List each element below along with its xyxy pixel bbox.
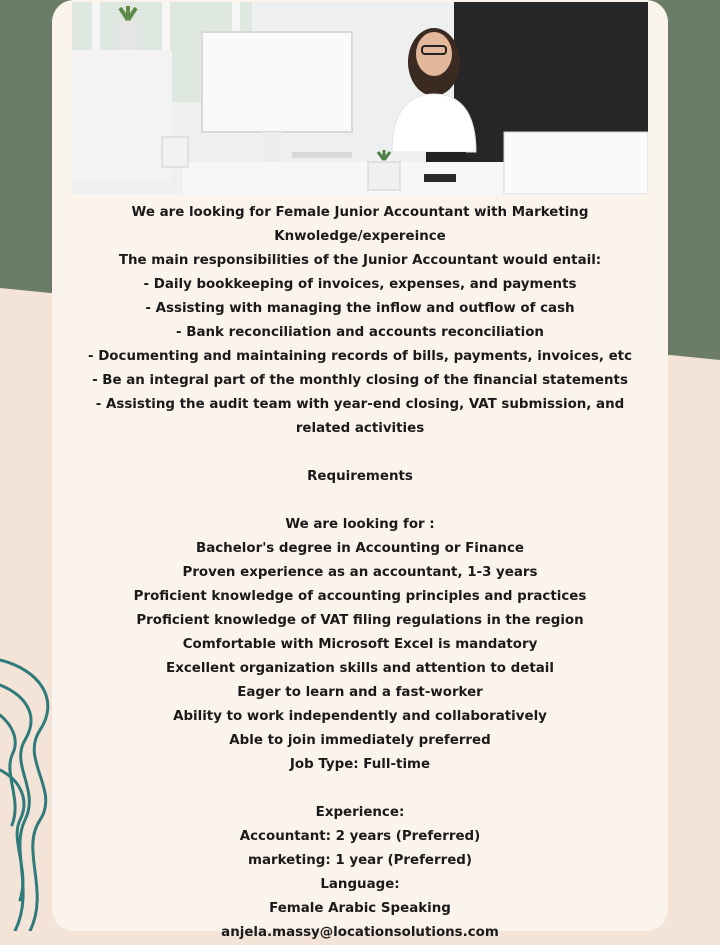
responsibility-item: - Assisting with managing the inflow and outflow of cash (145, 301, 575, 316)
experience-title: Experience: (315, 805, 405, 820)
requirement-item: Proficient knowledge of VAT filing regulations in the region (136, 613, 584, 628)
language-value: Female Arabic Speaking (269, 901, 451, 916)
requirement-item: Proven experience as an accountant, 1-3 years (182, 565, 538, 580)
responsibility-item: - Bank reconciliation and accounts reconciliation (176, 325, 544, 340)
accountant-at-desk-illustration (72, 2, 648, 194)
responsibility-item: - Assisting the audit team with year-end closing, VAT submission, and related activities (95, 397, 625, 436)
experience-item: marketing: 1 year (Preferred) (248, 853, 472, 868)
contact-email[interactable]: anjela.massy@locationsolutions.com (221, 925, 499, 940)
requirement-item: Ability to work independently and collaboratively (173, 709, 547, 724)
requirement-item: Comfortable with Microsoft Excel is mandatory (182, 637, 538, 652)
requirement-item: Excellent organization skills and attention to detail (166, 661, 554, 676)
requirement-item: Eager to learn and a fast-worker (237, 685, 483, 700)
experience-item: Accountant: 2 years (Preferred) (239, 829, 481, 844)
requirement-item: Bachelor's degree in Accounting or Finance (196, 541, 524, 556)
requirements-lead: We are looking for : (285, 517, 435, 532)
job-description (60, 201, 660, 945)
headline: We are looking for Female Junior Accountant with Marketing Knwoledge/expereince (131, 205, 589, 244)
responsibility-item: - Daily bookkeeping of invoices, expenses, and payments (143, 277, 577, 292)
requirement-item: Able to join immediately preferred (229, 733, 491, 748)
responsibilities-title: The main responsibilities of the Junior Accountant would entail: (118, 253, 602, 268)
job-type: Job Type: Full-time (289, 757, 431, 772)
responsibility-item: - Be an integral part of the monthly closing of the financial statements (92, 373, 628, 388)
office-photo (72, 2, 648, 194)
requirements-title: Requirements (307, 469, 413, 484)
language-title: Language: (320, 877, 400, 892)
responsibility-item: - Documenting and maintaining records of bills, payments, invoices, etc (87, 349, 633, 364)
requirement-item: Proficient knowledge of accounting principles and practices (133, 589, 587, 604)
